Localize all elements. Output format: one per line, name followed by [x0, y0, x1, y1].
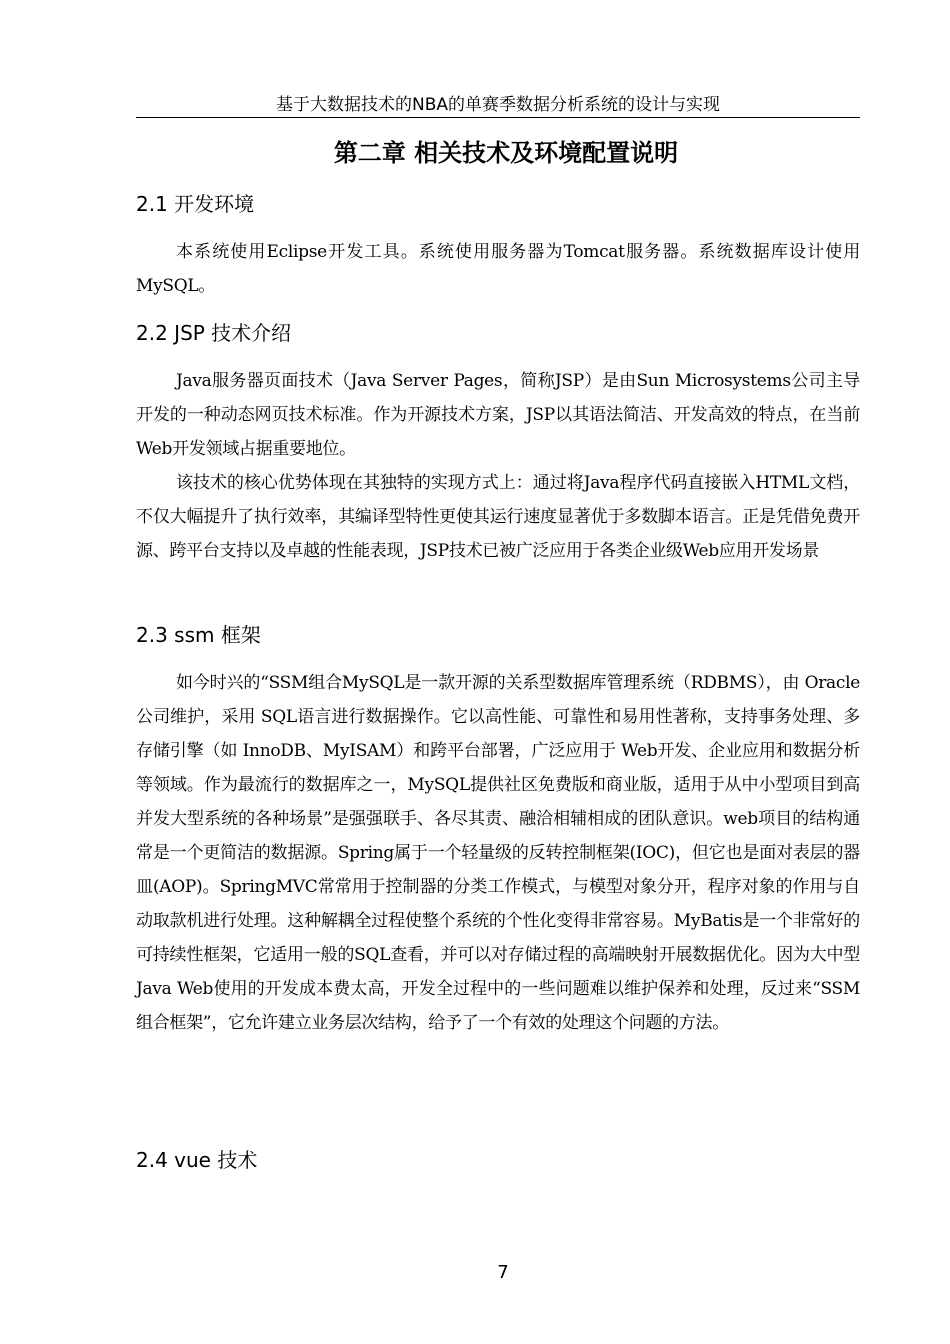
paragraph-2-2-2: 该技术的核心优势体现在其独特的实现方式上：通过将Java程序代码直接嵌入HTML文档，不仅大幅提升了执行效率，其编译型特性更使其运行速度显著优于多数脚本语言。正是凭借免费开源、跨平台支持以及卓越的性能表现，JSP技术已被广泛应用于各类企业级Web应用开发场景 [136, 473, 860, 561]
section-heading-2-2: 2.2 JSP 技术介绍 [136, 321, 292, 345]
section-heading-2-4: 2.4 vue 技术 [136, 1148, 258, 1172]
paragraph-2-3-1: 如今时兴的“SSM组合MySQL是一款开源的关系型数据库管理系统（RDBMS），由 Oracle公司维护，采用 SQL语言进行数据操作。它以高性能、可靠性和易用性著称，支持事务处理、多存储引擎（如 InnoDB、MyISAM）和跨平台部署，广泛应用于 Web开发、企业应用和数据分析等领域。作为最流行的数据库之一，MySQL提供社区免费版和商业版，适用于从中小型项目到高并发大型系统的各种场景”是强强联手、各尽其责、融洽相辅相成的团队意识。web项目的结构通常是一个更简洁的数据源。Spring属于一个轻量级的反转控制框架(IOC)，但它也是面对表层的器皿(AOP)。SpringMVC常常用于控制器的分类工作模式，与模型对象分开，程序对象的作用与自动取款机进行处理。这种解耦全过程使整个系统的个性化变得非常容易。MyBatis是一个非常好的可持续性框架，它适用一般的SQL查看，并可以对存储过程的高端映射开展数据优化。因为大中型Java Web使用的开发成本费太高，开发全过程中的一些问题难以维护保养和处理，反过来“SSM组合框架”，它允许建立业务层次结构，给予了一个有效的处理这个问题的方法。 [136, 673, 860, 1033]
paragraph-2-1-1: 本系统使用Eclipse开发工具。系统使用服务器为Tomcat服务器。系统数据库设计使用MySQL。 [136, 242, 860, 296]
page-number: 7 [497, 1262, 509, 1283]
header-rule [136, 117, 860, 118]
paragraph-2-2-1: Java服务器页面技术（Java Server Pages，简称JSP）是由Sun Microsystems公司主导开发的一种动态网页技术标准。作为开源技术方案，JSP以其语法简洁、开发高效的特点，在当前Web开发领域占据重要地位。 [136, 371, 860, 459]
section-heading-2-1: 2.1 开发环境 [136, 192, 255, 216]
chapter-title: 第二章 相关技术及环境配置说明 [333, 139, 679, 167]
section-heading-2-3: 2.3 ssm 框架 [136, 623, 261, 647]
running-header: 基于大数据技术的NBA的单赛季数据分析系统的设计与实现 [275, 95, 720, 115]
